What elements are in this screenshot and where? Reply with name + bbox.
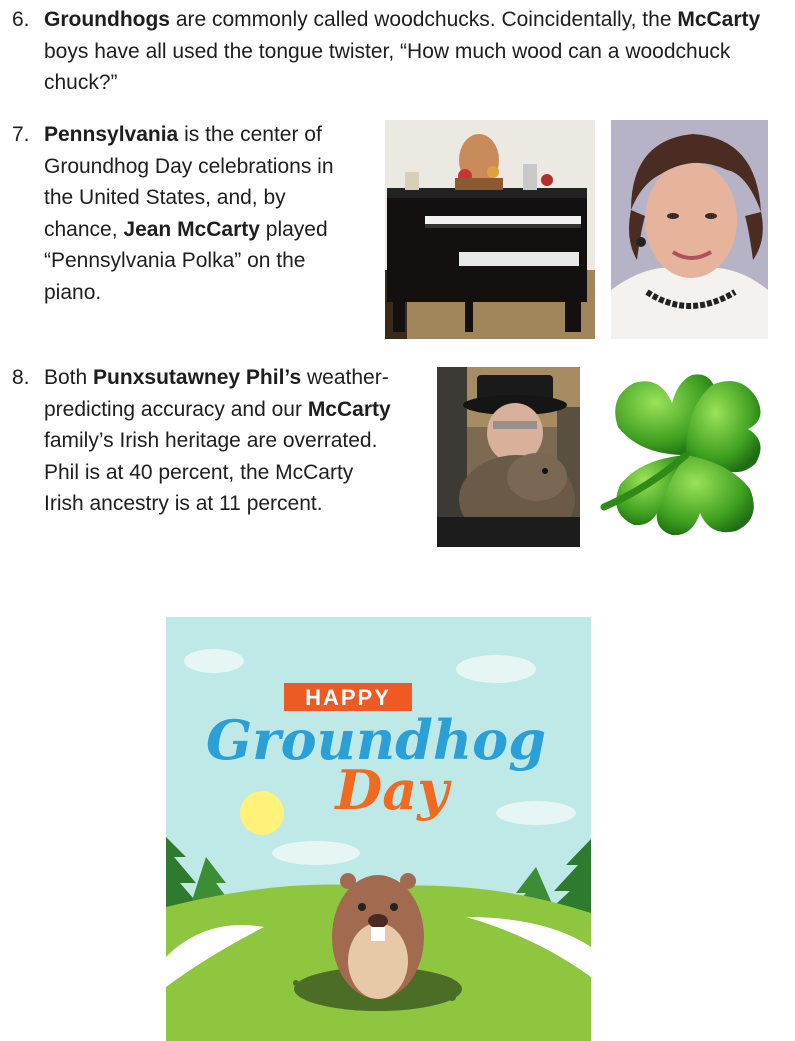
item-text bbox=[44, 119, 362, 308]
punxsutawney-phil-photo bbox=[437, 367, 580, 547]
piano-photo bbox=[385, 120, 595, 339]
item-number: 7. bbox=[12, 123, 30, 146]
text-run: are commonly called woodchucks. Coincidentally, the bbox=[169, 8, 678, 31]
item-number: 6. bbox=[12, 8, 30, 31]
poster-groundhog-text: Groundhog bbox=[206, 708, 546, 772]
poster-day-text: Day bbox=[335, 758, 449, 822]
item-text bbox=[44, 362, 396, 520]
bold-term: McCarty bbox=[307, 397, 391, 421]
bold-term: Punxsutawney Phil’s bbox=[93, 366, 302, 389]
happy-groundhog-day-poster bbox=[166, 617, 591, 1041]
text-run: family’s Irish heritage are overrated. Phil is at 40 percent, the McCarty Irish ancestry is at 11 percent. bbox=[44, 429, 378, 515]
item-number: 8. bbox=[12, 366, 30, 389]
text-run: is the center of Groundhog Day celebrations in the United States, and, by chance, bbox=[44, 123, 334, 241]
woman-portrait-photo bbox=[611, 120, 768, 339]
bold-term: Pennsylvania bbox=[44, 123, 179, 146]
text-run: weather-predicting accuracy and our bbox=[44, 366, 389, 421]
text-run: boys have all used the tongue twister, “How much wood can a woodchuck chuck?” bbox=[44, 39, 731, 94]
text-run: Both bbox=[44, 366, 94, 389]
bold-term: Jean McCarty bbox=[123, 217, 260, 241]
item-text bbox=[44, 4, 784, 99]
bold-term: McCarty bbox=[677, 8, 761, 31]
bold-term: Groundhogs bbox=[44, 8, 170, 31]
text-run: played “Pennsylvania Polka” on the piano. bbox=[44, 217, 328, 304]
shamrock-icon bbox=[600, 367, 772, 544]
poster-happy-text: HAPPY bbox=[305, 685, 391, 710]
